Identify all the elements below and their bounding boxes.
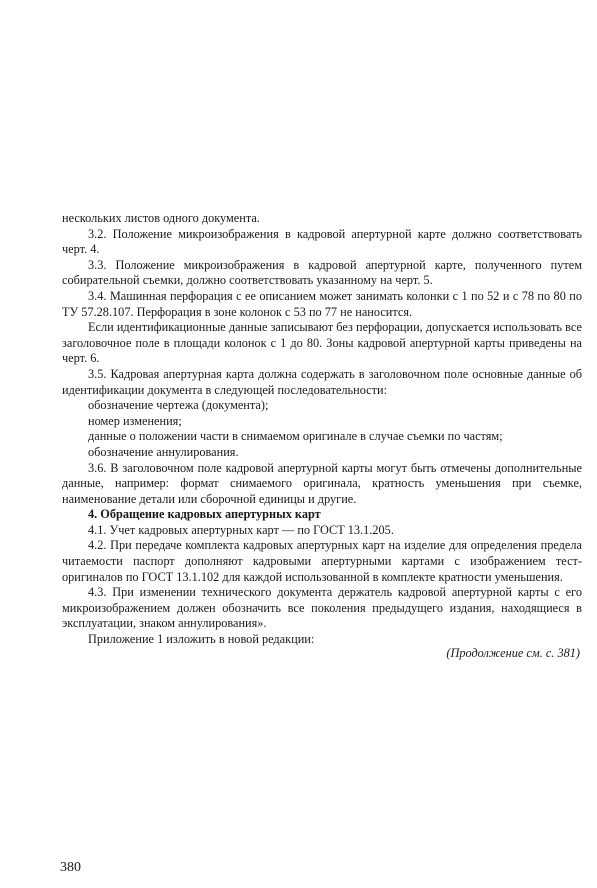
list-item-part-position: данные о положении части в снимаемом оригинале в случае съемки по частям; — [88, 429, 503, 444]
paragraph-4-3: 4.3. При изменении технического документа держатель кадровой апертурной карты с его микроизображением должен обозначить все поколения предыдущего издания, находящиеся в эксплуатации, знаком аннулирования». — [62, 585, 582, 631]
paragraph-3-4: 3.4. Машинная перфорация с ее описанием может занимать колонки с 1 по 52 и с 78 по 80 по ТУ 57.28.107. Перфорация в зоне колонок с 53 по 77 не наносится. — [62, 288, 582, 319]
paragraph-4-2: 4.2. При передаче комплекта кадровых апертурных карт на изделие для определения предела читаемости паспорт дополняют кадровыми апертурными картами с изображением тест-оригиналов по ГОСТ 13.1.102 для каждой использованной в комплекте кратности уменьшения. — [62, 538, 582, 584]
paragraph-continuation: нескольких листов одного документа. — [62, 211, 260, 225]
paragraph-3-5: 3.5. Кадровая апертурная карта должна содержать в заголовочном поле основные данные об идентификации документа в следующей последовательности: — [62, 366, 582, 397]
list-item-annulment: обозначение аннулирования. — [88, 444, 239, 459]
body-text — [62, 211, 582, 648]
list-item-drawing-designation: обозначение чертежа (документа); — [88, 398, 269, 413]
paragraph-appendix: Приложение 1 изложить в новой редакции: — [88, 632, 315, 647]
paragraph-3-6: 3.6. В заголовочном поле кадровой апертурной карты могут быть отмечены дополнительные данные, например: формат снимаемого оригинала, кратность уменьшения при съемке, наименование детали или сборочной единицы и другие. — [62, 460, 582, 506]
section-heading-4: 4. Обращение кадровых апертурных карт — [88, 507, 321, 522]
continuation-note: (Продолжение см. с. 381) — [446, 646, 580, 660]
paragraph-3-3: 3.3. Положение микроизображения в кадровой апертурной карте, полученного путем собирательной съемки, должно соответствовать указанному на черт. 5. — [62, 257, 582, 288]
paragraph-identification: Если идентификационные данные записывают без перфорации, допускается использовать все заголовочное поле в площади колонок с 1 до 80. Зоны кадровой апертурной карты приведены на черт. 6. — [62, 320, 582, 366]
paragraph-4-1: 4.1. Учет кадровых апертурных карт — по ГОСТ 13.1.205. — [88, 522, 394, 537]
paragraph-3-2: 3.2. Положение микроизображения в кадровой апертурной карте должно соответствовать черт. 4. — [62, 226, 582, 257]
list-item-change-number: номер изменения; — [88, 413, 182, 428]
page-number: 380 — [60, 860, 81, 875]
